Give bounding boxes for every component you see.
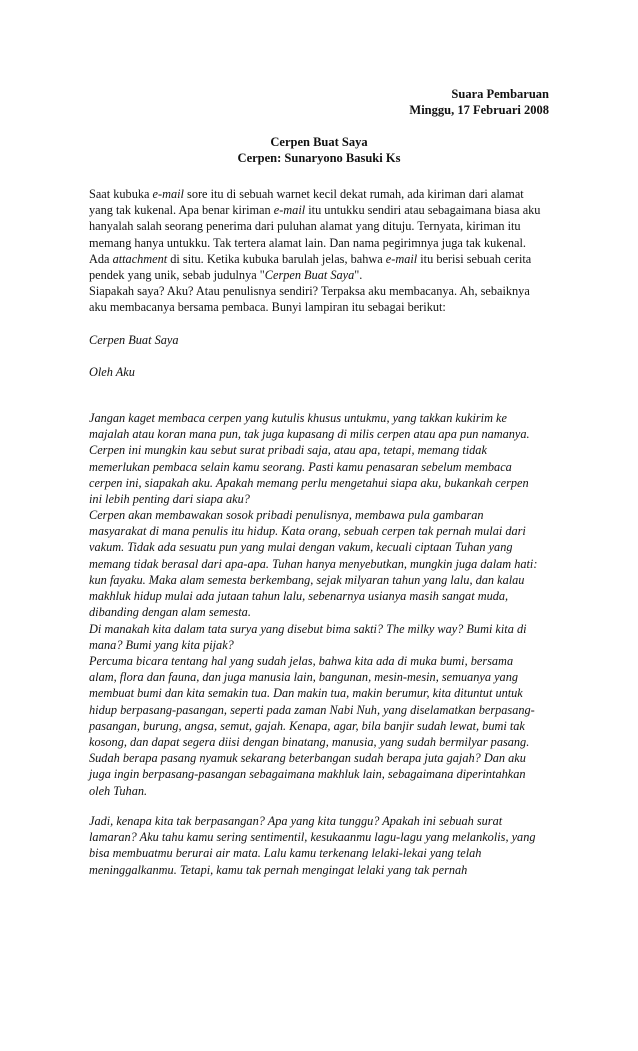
italic-text: cerpen ini, siapakah aku. Apakah memang perlu mengetahui siapa aku, bukankah cerpen (89, 475, 529, 490)
italic-text: meninggalkanmu. Tetapi, kamu tak pernah mengingat lelaki yang tak pernah (89, 862, 468, 877)
text-run: itu untukku sendiri atau sebagaimana biasa aku (305, 203, 541, 218)
italic-text: dibanding dengan alam semesta. (89, 605, 251, 620)
text-run: pendek yang unik, sebab judulnya " (89, 268, 265, 282)
italic-text: memang tidak berasal dari apa-apa. Tuhan hanya menyebutkan, mungkin juga dalam hati: (89, 556, 538, 571)
italic-text: Cerpen ini mungkin kau sebut surat pribadi saja, atau apa, tetapi, memang tidak (89, 443, 487, 458)
text-line (89, 219, 521, 234)
text-line (89, 622, 527, 637)
italic-text: lamaran? Aku tahu kamu sering sentimentil, kesukaanmu lagu-lagu yang melankolis, yang (89, 830, 536, 845)
text-run: memang hanya untukku. Tak tertera alamat lain. Dan nama pegirimnya juga tak kukenal. (89, 235, 527, 250)
italic-text: Percuma bicara tentang hal yang sudah jelas, bahwa kita ada di muka bumi, bersama (89, 654, 514, 668)
italic-text: Sudah berapa pasang nyamuk sekarang beterbangan sudah berapa juta gajah? Dan aku (89, 751, 526, 766)
text-line (89, 365, 135, 380)
text-line (89, 508, 484, 523)
text-line (89, 540, 513, 555)
text-run: Saat kubuka (89, 187, 153, 201)
italic-text: vakum. Tidak ada sesuatu pun yang mulai dengan vakum, kecuali ciptaan Tuhan yang (89, 540, 513, 555)
italic-text: hidup berpasang-pasangan, seperti pada zaman Nabi Nuh, yang diselamatkan berpasang- (89, 702, 535, 717)
italic-text: alam, flora dan fauna, dan juga manusia lain, bangunan, mesin-mesin, semuanya yang (89, 670, 519, 685)
text-line (89, 443, 487, 458)
text-line (89, 300, 446, 315)
italic-text: pasangan, burung, angsa, semut, gajah. Kenapa, agar, bila banjir sudah lewat, bumi tak (89, 718, 525, 733)
text-line (89, 557, 537, 572)
text-run: aku membacanya bersama pembaca. Bunyi lampiran itu sebagai berikut: (89, 300, 446, 315)
text-run: Ada (89, 251, 113, 266)
italic-text: kun fayaku. Maka alam semesta berkembang, sejak milyaran tahun yang lalu, dan kalau (89, 572, 525, 587)
italic-text: memerlukan pembaca selain kamu seorang. Pasti kamu penasaran sebelum membaca (89, 459, 512, 474)
text-line (89, 492, 250, 507)
italic-text: Jangan kaget membaca cerpen yang kutulis khusus untukmu, yang takkan kukirim ke (89, 411, 507, 425)
text-line (89, 427, 530, 442)
text-line (89, 751, 526, 766)
text-run: sore itu di sebuah warnet kecil dekat rumah, ada kiriman dari alamat (183, 187, 524, 201)
text-run: yang tak kukenal. Apa benar kiriman (89, 203, 274, 218)
text-line (89, 589, 508, 604)
italic-text: juga ingin berpasang-pasangan sebagaimana makhluk lain, sebagaimana diperintahkan (89, 767, 526, 782)
text-run: ". (354, 268, 363, 282)
italic-text: kosong, dan dapat segera diisi dengan binatang, manusia, yang sudah bermilyar pasang. (89, 735, 530, 749)
italic-text: makhluk hidup mulai ada jutaan tahun lalu, sebenarnya usianya masih sangat muda, (89, 589, 509, 603)
text-run: Siapakah saya? Aku? Atau penulisnya sendiri? Terpaksa aku membacanya. Ah, sebaiknya (89, 284, 530, 298)
text-line (89, 767, 526, 782)
text-line (89, 252, 531, 267)
italic-text: membuat bumi dan kita semakin tua. Dan makin tua, makin berumur, kita dituntut untuk (89, 686, 523, 701)
author-line: Cerpen: Sunaryono Basuki Ks (237, 151, 401, 165)
text-line (89, 333, 178, 348)
text-line (89, 573, 524, 588)
text-line (89, 460, 512, 475)
text-line (89, 638, 234, 653)
text-line (89, 703, 535, 718)
italic-text: Cerpen akan membawakan sosok pribadi penulisnya, membawa pula gambaran (89, 508, 484, 522)
text-run: hanyalah salah seorang penerima dari puluhan alamat yang dituju. Ternyata, kiriman itu (89, 219, 521, 234)
text-line (89, 719, 525, 734)
text-line (89, 686, 523, 701)
text-line (89, 735, 529, 750)
text-line (89, 830, 536, 845)
text-line (89, 605, 251, 620)
text-run: di situ. Ketika kubuka barulah jelas, bahwa (167, 251, 386, 266)
text-line (89, 524, 526, 539)
text-line (89, 203, 540, 218)
publication-date: Minggu, 17 Februari 2008 (409, 103, 549, 117)
text-line (89, 284, 530, 299)
italic-text: e-mail (152, 187, 184, 201)
text-line (89, 814, 502, 829)
text-line (89, 411, 507, 426)
publication-name: Suara Pembaruan (451, 87, 549, 101)
italic-text: e-mail (273, 203, 306, 218)
text-line (89, 187, 524, 202)
text-line (89, 863, 467, 878)
italic-text: oleh Tuhan. (89, 783, 148, 798)
story-title: Cerpen Buat Saya (270, 135, 368, 149)
italic-text: e-mail (385, 251, 418, 266)
text-line (89, 670, 518, 685)
text-line (89, 654, 513, 669)
italic-text: attachment (112, 251, 168, 266)
text-run: itu berisi sebuah cerita (417, 251, 532, 266)
text-line (89, 784, 147, 799)
italic-text: Cerpen Buat Saya (89, 333, 179, 347)
text-line (89, 846, 481, 861)
italic-text: Oleh Aku (89, 365, 135, 379)
text-line (89, 268, 362, 283)
italic-text: Cerpen Buat Saya (264, 268, 355, 282)
italic-text: Di manakah kita dalam tata surya yang disebut bima sakti? The milky way? Bumi kita di (89, 622, 527, 636)
text-line (89, 476, 529, 491)
italic-text: mana? Bumi yang kita pijak? (89, 638, 234, 653)
italic-text: ini lebih penting dari siapa aku? (89, 492, 250, 506)
italic-text: Jadi, kenapa kita tak berpasangan? Apa yang kita tunggu? Apakah ini sebuah surat (89, 814, 503, 828)
italic-text: masyarakat di mana penulis itu hidup. Kata orang, sebuah cerpen tak pernah mulai dari (89, 524, 526, 539)
italic-text: bisa membuatmu berurai air mata. Lalu kamu terkenang lelaki-lekai yang telah (89, 846, 482, 861)
text-line (89, 236, 526, 251)
italic-text: majalah atau koran mana pun, tak juga kupasang di milis cerpen atau apa pun namanya. (89, 427, 530, 442)
